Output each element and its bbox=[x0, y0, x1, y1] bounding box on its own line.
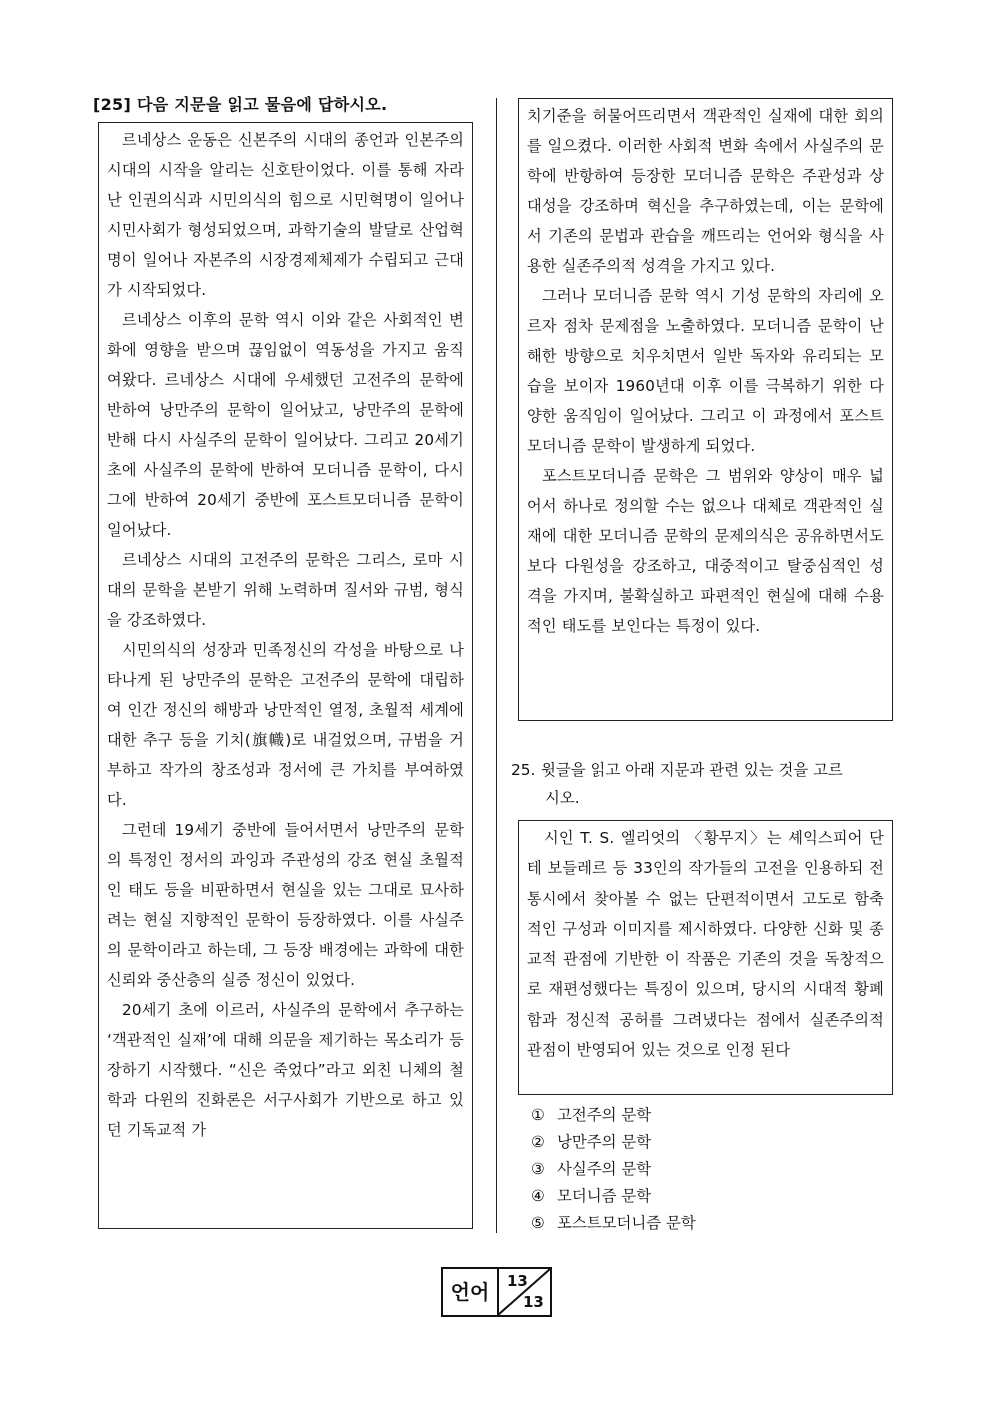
example-text: 시인 T. S. 엘리엇의 〈황무지〉는 셰익스피어 단테 보들레르 등 33인의 작가들의 고전을 인용하되 전통시에서 찾아볼 수 없는 단편적이면서 고도로 함축적인 구성과 이미지를 제시하였다. 다양한 신화 및 종교적 관점에 기반한 이 작품은 기존의 것을 독창적으로 재편성했다는 특징이 있으며, 당시의 시대적 황폐함과 정신적 공허를 그려냈다는 점에서 실존주의적 관점이 반영되어 있는 것으로 인정 된다 bbox=[527, 829, 884, 1060]
choice-text: 모더니즘 문학 bbox=[557, 1187, 652, 1205]
question-text-line2: 시오. bbox=[545, 789, 580, 807]
question-number: 25. bbox=[511, 761, 536, 779]
passage-paragraph: 그런데 19세기 중반에 들어서면서 낭만주의 문학의 특정인 정서의 과잉과 주관성의 강조 현실 초월적인 태도 등을 비판하면서 현실을 있는 그대로 묘사하려는 현실 지향적인 문학이 등장하였다. 이를 사실주의 문학이라고 하는데, 그 등장 배경에는 과학에 대한 신뢰와 중산층의 실증 정신이 있었다. bbox=[107, 821, 464, 989]
choice-3[interactable] bbox=[531, 1156, 696, 1183]
passage-box-left bbox=[98, 122, 473, 1229]
choice-mark: ⑤ bbox=[531, 1214, 545, 1232]
instruction-heading: [25] 다음 지문을 읽고 물음에 답하시오. bbox=[93, 95, 388, 114]
passage-paragraph: 르네상스 이후의 문학 역시 이와 같은 사회적인 변화에 영향을 받으며 끊임없이 역동성을 가지고 움직여왔다. 르네상스 시대에 우세했던 고전주의 문학에 반하여 낭만주의 문학이 일어났고, 낭만주의 문학에 반해 다시 사실주의 문학이 일어났다. 그리고 20세기 초에 사실주의 문학에 반하여 모더니즘 문학이, 다시 그에 반하여 20세기 중반에 포스트모더니즘 문학이 일어났다. bbox=[107, 311, 464, 539]
choice-2[interactable] bbox=[531, 1129, 696, 1156]
column-divider bbox=[496, 98, 497, 1233]
example-box bbox=[518, 820, 893, 1095]
footer-total-pages: 13 bbox=[523, 1293, 544, 1311]
choice-text: 사실주의 문학 bbox=[557, 1160, 652, 1178]
footer-subject: 언어 bbox=[443, 1269, 499, 1315]
passage-paragraph: 포스트모더니즘 문학은 그 범위와 양상이 매우 넓어서 하나로 정의할 수는 없으나 대체로 객관적인 실재에 대한 모더니즘 문학의 문제의식은 공유하면서도 보다 다원성을 강조하고, 대중적이고 탈중심적인 성격을 가지며, 불확실하고 파편적인 현실에 대해 수용적인 태도를 보인다는 특정이 있다. bbox=[527, 467, 884, 635]
choice-mark: ③ bbox=[531, 1160, 545, 1178]
answer-choices bbox=[531, 1102, 696, 1237]
passage-paragraph: 그러나 모더니즘 문학 역시 기성 문학의 자리에 오르자 점차 문제점을 노출하였다. 모더니즘 문학이 난해한 방향으로 치우치면서 일반 독자와 유리되는 모습을 보이자 1960년대 이후 이를 극복하기 위한 다양한 움직임이 일어났다. 그리고 이 과정에서 포스트모더니즘 문학이 발생하게 되었다. bbox=[527, 287, 884, 455]
choice-4[interactable] bbox=[531, 1183, 696, 1210]
choice-text: 낭만주의 문학 bbox=[557, 1133, 652, 1151]
passage-paragraph: 르네상스 시대의 고전주의 문학은 그리스, 로마 시대의 문학을 본받기 위해 노력하며 질서와 규범, 형식을 강조하였다. bbox=[107, 551, 464, 629]
choice-mark: ① bbox=[531, 1106, 545, 1124]
question-text-line1: 윗글을 읽고 아래 지문과 관련 있는 것을 고르 bbox=[541, 761, 843, 779]
choice-mark: ② bbox=[531, 1133, 545, 1151]
passage-paragraph: 20세기 초에 이르러, 사실주의 문학에서 추구하는 ‘객관적인 실재’에 대해 의문을 제기하는 목소리가 등장하기 시작했다. “신은 죽었다”라고 외친 니체의 철학과 다윈의 진화론은 서구사회가 기반으로 하고 있던 기독교적 가 bbox=[107, 1001, 464, 1139]
passage-box-right bbox=[518, 98, 893, 721]
passage-paragraph: 르네상스 운동은 신본주의 시대의 종언과 인본주의 시대의 시작을 알리는 신호탄이었다. 이를 통해 자라난 인권의식과 시민의식의 힘으로 시민혁명이 일어나 시민사회가 형성되었으며, 과학기술의 발달로 산업혁명이 일어나 자본주의 시장경제체제가 수립되고 근대가 시작되었다. bbox=[107, 131, 464, 299]
choice-mark: ④ bbox=[531, 1187, 545, 1205]
choice-text: 포스트모더니즘 문학 bbox=[557, 1214, 696, 1232]
passage-paragraph: 치기준을 허물어뜨리면서 객관적인 실재에 대한 회의를 일으켰다. 이러한 사회적 변화 속에서 사실주의 문학에 반항하여 등장한 모더니즘 문학은 주관성과 상대성을 강조하며 혁신을 추구하였는데, 이는 문학에서 기존의 문법과 관습을 깨뜨리는 언어와 형식을 사용한 실존주의적 성격을 가지고 있다. bbox=[527, 107, 884, 275]
question-stem bbox=[511, 756, 901, 812]
choice-5[interactable] bbox=[531, 1210, 696, 1237]
choice-1[interactable] bbox=[531, 1102, 696, 1129]
footer-page-number: 13 bbox=[507, 1272, 528, 1290]
choice-text: 고전주의 문학 bbox=[557, 1106, 652, 1124]
passage-paragraph: 시민의식의 성장과 민족정신의 각성을 바탕으로 나타나게 된 낭만주의 문학은 고전주의 문학에 대립하여 인간 정신의 해방과 낭만적인 열정, 초월적 세계에 대한 추구 등을 기치(旗幟)로 내걸었으며, 규범을 거부하고 작가의 창조성과 정서에 큰 가치를 부여하였다. bbox=[107, 641, 464, 809]
page-footer bbox=[441, 1267, 552, 1317]
